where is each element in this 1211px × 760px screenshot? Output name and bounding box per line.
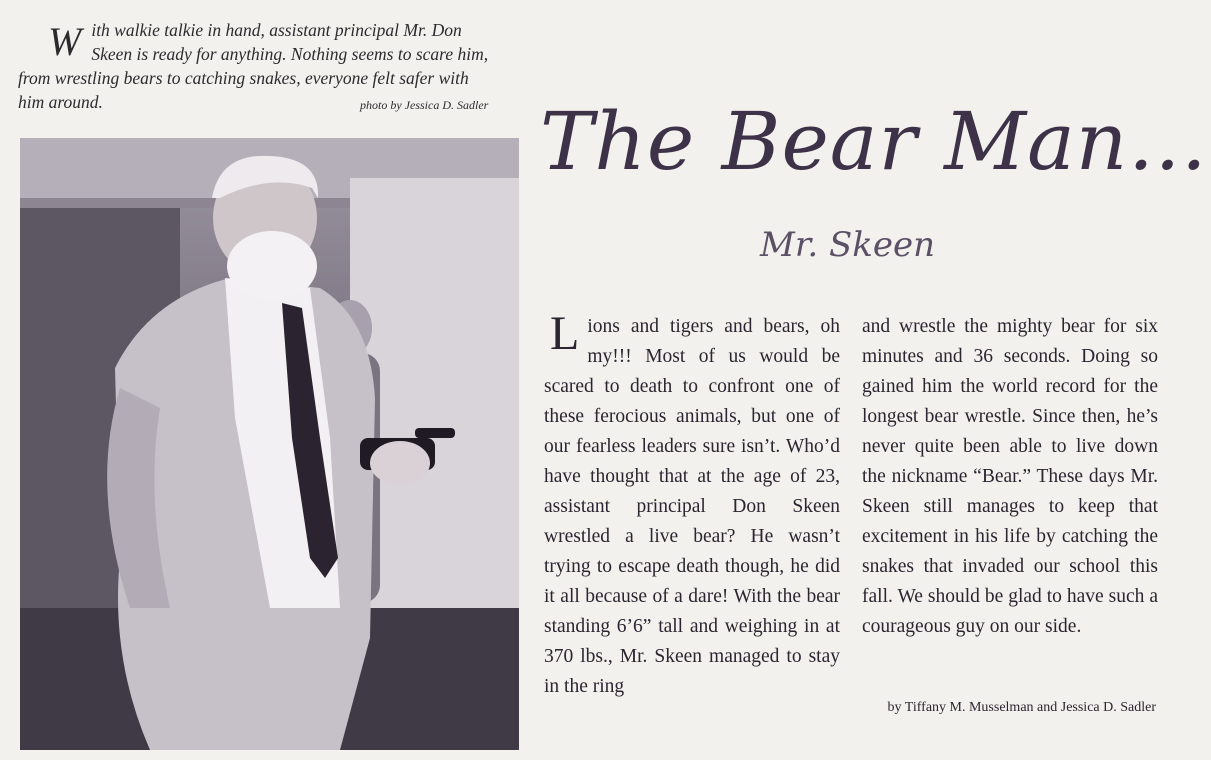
photo-illustration	[20, 138, 519, 750]
caption-line-3: from wrestling bears to catching snakes, everyone felt safer with	[18, 68, 469, 88]
article-drop-cap: L	[550, 307, 580, 360]
page-title: The Bear Man...	[540, 95, 1208, 188]
article-byline: by Tiffany M. Musselman and Jessica D. Sadler	[887, 700, 1156, 715]
article-column-2-text: and wrestle the mighty bear for six minutes and 36 seconds. Doing so gained him the world record for the longest bear wrestle. Since then, he’s never quite been able to live down the nickname “Bear.” These days Mr. Skeen still manages to keep that excitement in his life by catching the snakes that invaded our school this fall. We should be glad to have such a courageous guy on our side.	[862, 316, 1158, 637]
article-column-1	[544, 307, 840, 702]
caption-line-4: him around.	[18, 92, 103, 112]
photo-credit: photo by Jessica D. Sadler	[360, 98, 489, 112]
caption-drop-cap: W	[48, 19, 82, 64]
article-column-2	[862, 312, 1158, 642]
article-column-1-text: ions and tigers and bears, oh my!!! Most of us would be scared to death to confront one of these ferocious animals, but one of our fearless leaders sure isn’t. Who’d have thought that at the age of 23, assistant principal Don Skeen wrestled a live bear? He wasn’t trying to escape death though, he did it all because of a dare! With the bear standing 6’6” tall and weighing in at 370 lbs., Mr. Skeen managed to stay in the ring	[544, 316, 840, 697]
page-subtitle: Mr. Skeen	[760, 225, 935, 265]
portrait-photo	[20, 138, 519, 750]
caption-line-1: ith walkie talkie in hand, assistant principal Mr. Don	[91, 20, 462, 40]
caption-line-2: Skeen is ready for anything. Nothing seems to scare him,	[91, 44, 489, 64]
